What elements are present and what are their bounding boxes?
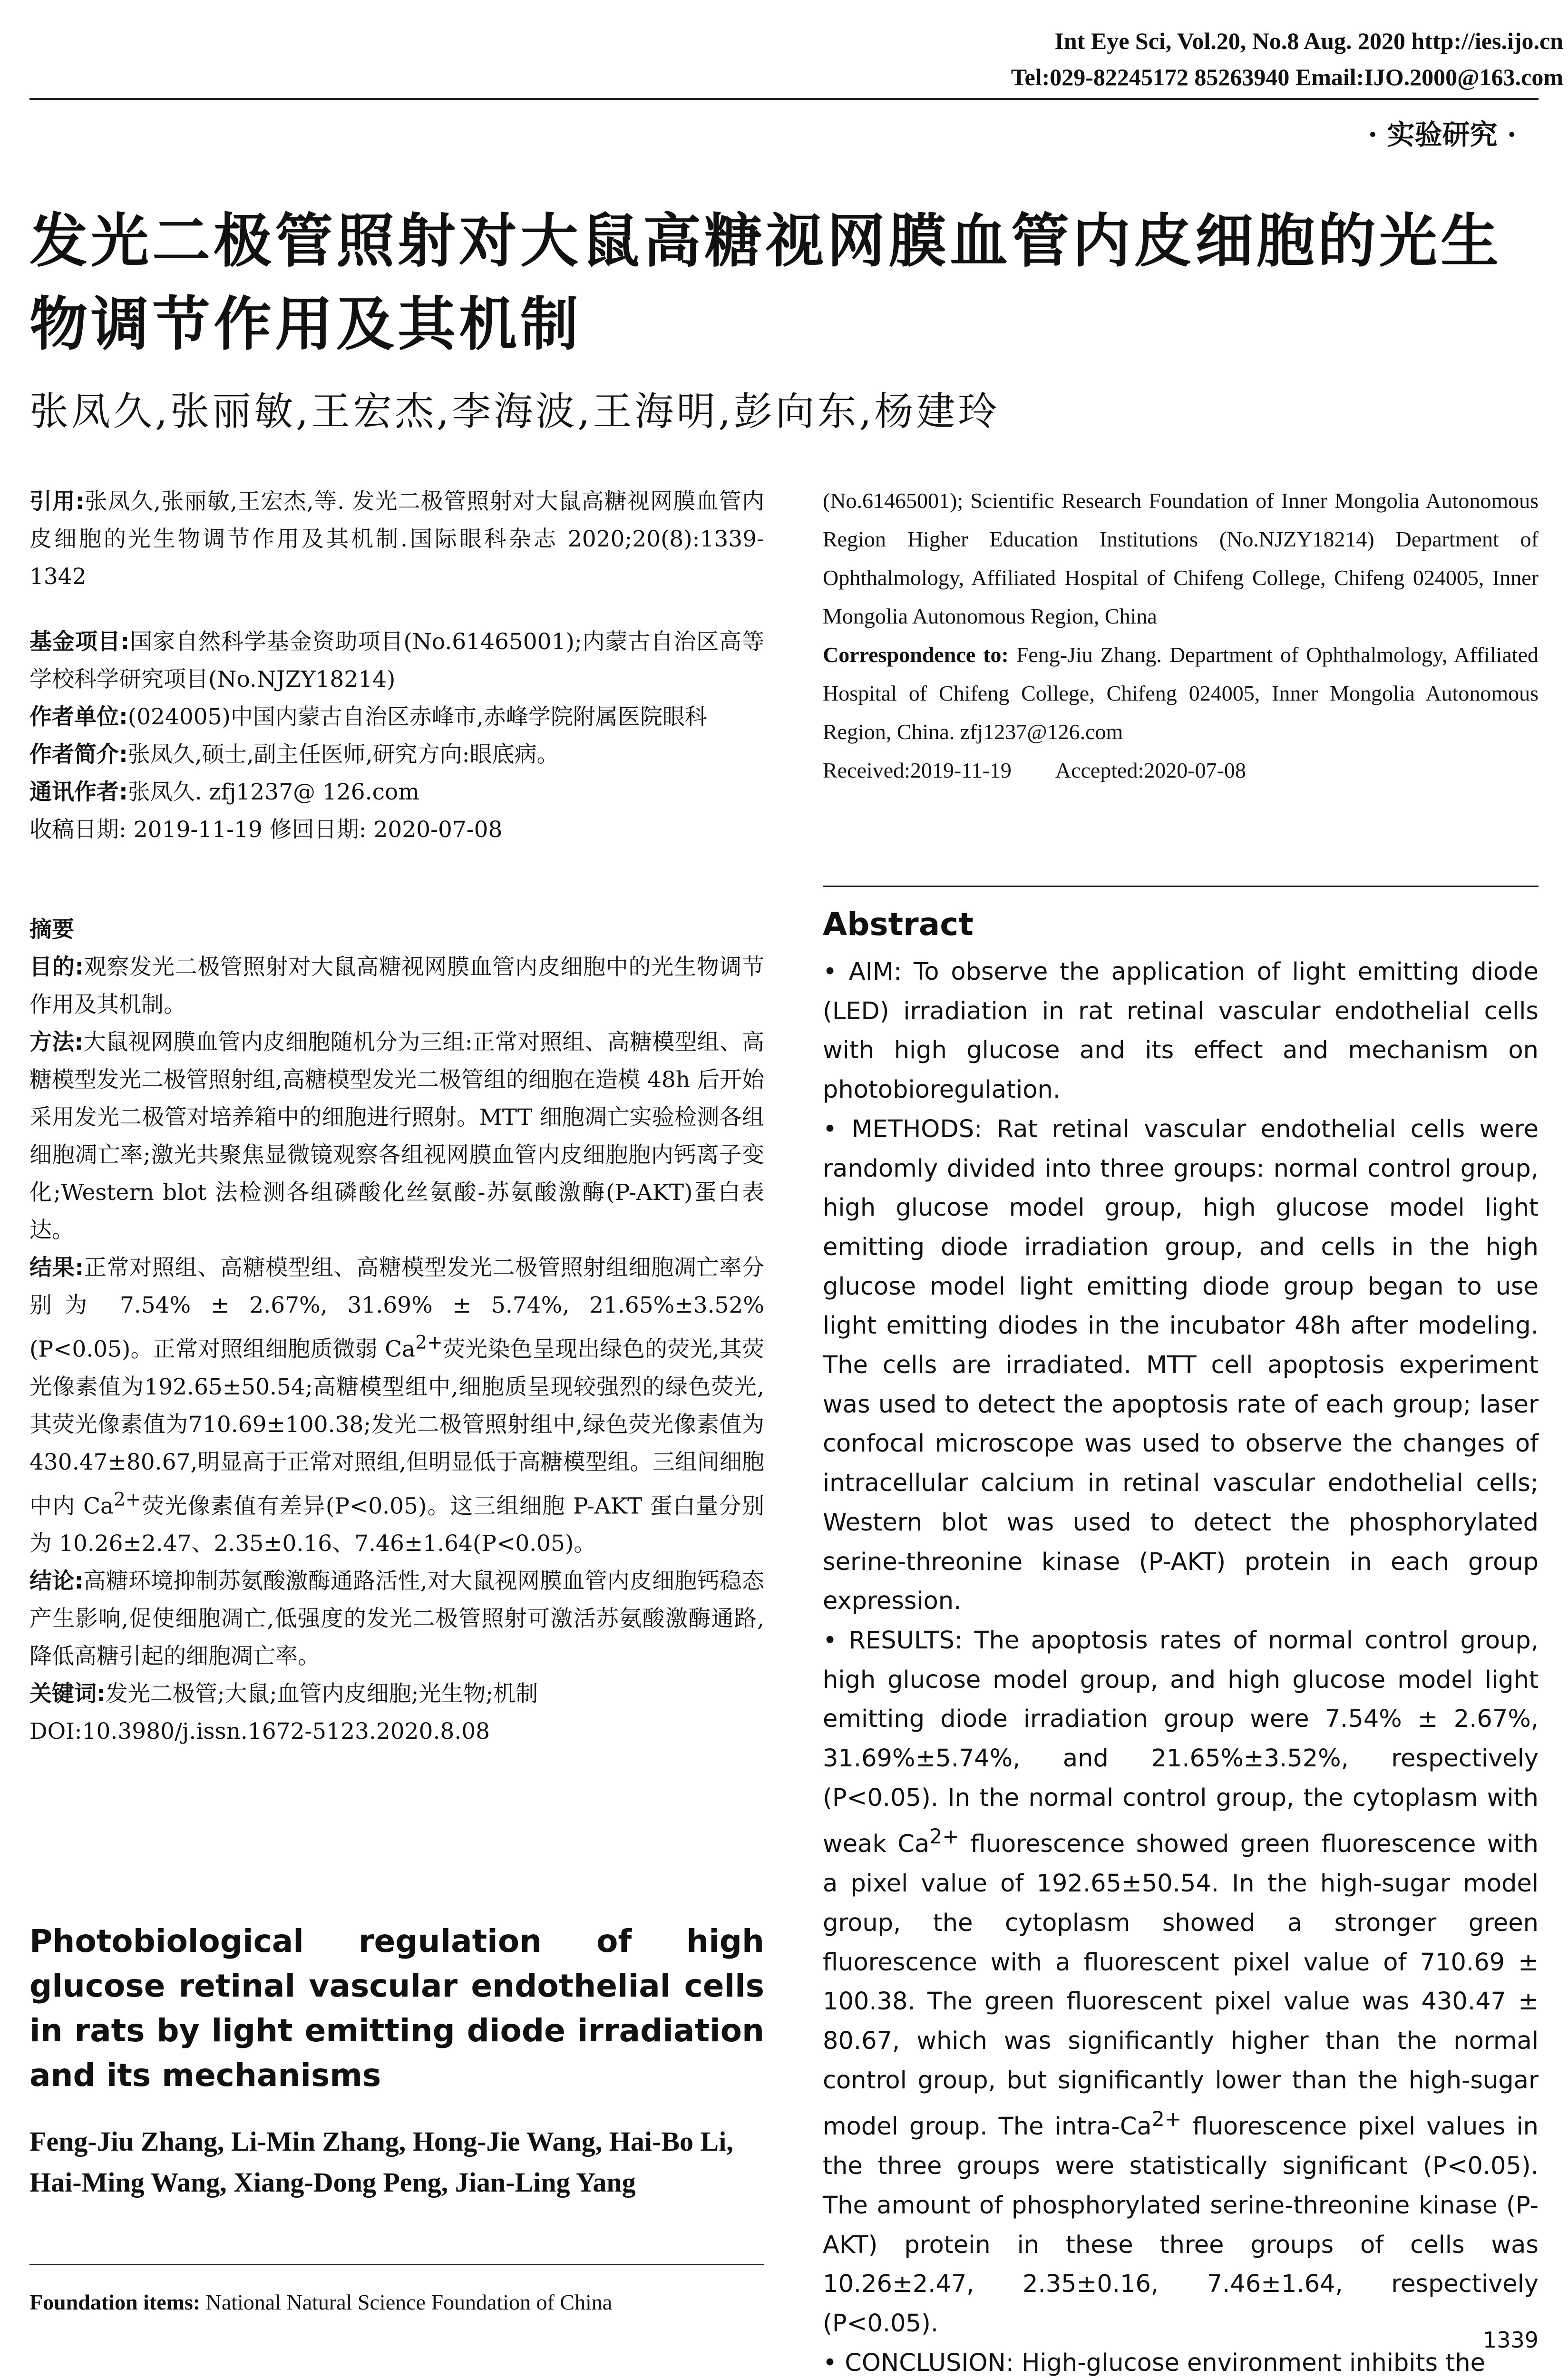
aim-cn-label: 目的: [29, 954, 84, 980]
foundation-text-left: National Natural Science Foundation of China [205, 2290, 613, 2314]
aim-en: To observe the application of light emitting diode (LED) irradiation in rat retinal vascular endothelial cells with high glucose and its effect and mechanism on photobioregulation. [823, 958, 1539, 1104]
header-rule [29, 98, 1539, 100]
conclusion-en-label: • CONCLUSION: [823, 2349, 1014, 2377]
affiliation-en: Department of Ophthalmology, Affiliated Hospital of Chifeng College, Chifeng 024005, Inner Mongolia Autonomous Region, China [823, 527, 1539, 628]
authors-cn: 张凤久,张丽敏,王宏杰,李海波,王海明,彭向东,杨建玲 [29, 389, 1000, 434]
corr-en-label: Correspondence to: [823, 643, 1009, 667]
conclusion-cn-label: 结论: [29, 1568, 84, 1595]
results-cn-label: 结果: [29, 1255, 84, 1281]
citation-label: 引用: [29, 488, 85, 515]
journal-header [850, 23, 1563, 95]
ca-superscript: 2+ [929, 1825, 959, 1849]
title-cn: 发光二极管照射对大鼠高糖视网膜血管内皮细胞的光生物调节作用及其机制 [29, 207, 1502, 358]
ca-superscript: 2+ [415, 1332, 443, 1354]
aim-cn: 观察发光二极管照射对大鼠高糖视网膜血管内皮细胞中的光生物调节作用及其机制。 [29, 954, 765, 1018]
received-date: Received:2019-11-19 [823, 758, 1012, 782]
corr-text: 张凤久. zfj1237@ 126.com [127, 779, 419, 805]
conclusion-cn: 高糖环境抑制苏氨酸激酶通路活性,对大鼠视网膜血管内皮细胞钙稳态产生影响,促使细胞凋亡,低强度的发光二极管照射可激活苏氨酸激酶通路,降低高糖引起的细胞凋亡率。 [29, 1568, 764, 1670]
results-en-c: fluorescence pixel values in the three groups were statistically significant (P<0.05). The amount of phosphorylated serine-threonine kinase (P-AKT) protein in these three groups of cells was 10.26±2.47, 2.35±0.16, 7.46±1.64, respectively (P<0.05). [823, 2113, 1539, 2338]
page-number: 1339 [1482, 2327, 1539, 2353]
keywords-cn-label: 关键词: [29, 1681, 106, 1707]
foundation-label: Foundation items: [29, 2290, 201, 2314]
citation-block [29, 483, 764, 595]
unit-label: 作者单位: [29, 704, 128, 730]
ca-superscript: 2+ [113, 1489, 141, 1511]
results-en-label: • RESULTS: [823, 1626, 963, 1655]
accepted-date: Accepted:2020-07-08 [1055, 758, 1246, 782]
journal-header-line2: Tel:029-82245172 85263940 Email:IJO.2000@163.com [1011, 64, 1563, 90]
title-en: Photobiological regulation of high glucose retinal vascular endothelial cells in rats by light emitting diode irradiation and its mechanisms [29, 1923, 764, 2094]
results-en-b: fluorescence showed green fluorescence with a pixel value of 192.65±50.54. In the high-sugar model group, the cytoplasm showed a stronger green fluorescence with a fluorescent pixel value of 710.69 ± 100.38. The green fluorescent pixel value was 430.47 ± 80.67, which was significantly higher than the normal control group, but significantly lower than the high-sugar model group. The intra-Ca [823, 1830, 1539, 2141]
conclusion-en: High-glucose environment inhibits the [1022, 2349, 1486, 2377]
methods-cn-label: 方法: [29, 1029, 84, 1055]
methods-cn: 大鼠视网膜血管内皮细胞随机分为三组:正常对照组、高糖模型组、高糖模型发光二极管照射组,高糖模型发光二极管组的细胞在造模 48h 后开始采用发光二极管对培养箱中的细胞进行照射。MTT 细胞凋亡实验检测各组细胞凋亡率;激光共聚焦显微镜观察各组视网膜血管内皮细胞胞内钙离子变化;Western blot 法检测各组磷酸化丝氨酸-苏氨酸激酶(P-AKT)蛋白表达。 [29, 1029, 764, 1243]
bio-text: 张凤久,硕士,副主任医师,研究方向:眼底病。 [127, 741, 559, 768]
results-cn-a: 正常对照组、高糖模型组、高糖模型发光二极管照射组细胞凋亡率分别为 7.54% ± 2.67%, 31.69% ± 5.74%, 21.65%±3.52%(P<0.05)。正常对照组细胞质微弱 Ca [29, 1255, 765, 1363]
keywords-cn: 发光二极管;大鼠;血管内皮细胞;光生物;机制 [105, 1681, 538, 1707]
abstract-en [823, 953, 1539, 2378]
abstract-cn [29, 911, 764, 1750]
foundation-left [29, 2283, 764, 2321]
section-tag: · 实验研究 · [1368, 118, 1517, 151]
footnote-rule [29, 2264, 764, 2265]
foundation-right [823, 481, 1539, 789]
corr-en-text: Feng-Jiu Zhang. Department of Ophthalmology, Affiliated Hospital of Chifeng College, Chifeng 024005, Inner Mongolia Autonomous Region, China. zfj1237@126.com [823, 643, 1539, 744]
bio-label: 作者简介: [29, 741, 128, 768]
methods-en: Rat retinal vascular endothelial cells were randomly divided into three groups: normal control group, high glucose model group, high glucose model light emitting diode irradiation group, and cells in the high glucose model light emitting diode group began to use light emitting diodes in the incubator 48h after modeling. The cells are irradiated. MTT cell apoptosis experiment was used to detect the apoptosis rate of each group; laser confocal microscope was used to observe the changes of intracellular calcium in retinal vascular endothelial cells; Western blot was used to detect the phosphorylated serine-threonine kinase (P-AKT) protein in each group expression. [823, 1115, 1539, 1616]
foundation-text-right: (No.61465001); Scientific Research Foundation of Inner Mongolia Autonomous Region Higher Education Institutions (No.NJZY18214) [823, 488, 1539, 551]
fund-label: 基金项目: [29, 629, 130, 655]
ca-superscript: 2+ [1151, 2108, 1182, 2132]
aim-en-label: • AIM: [823, 958, 902, 986]
authors-en: Feng-Jiu Zhang, Li-Min Zhang, Hong-Jie Wang, Hai-Bo Li, Hai-Ming Wang, Xiang-Dong Peng, Jian-Ling Yang [29, 2126, 733, 2198]
results-cn-b: 荧光染色呈现出绿色的荧光,其荧光像素值为192.65±50.54;高糖模型组中,细胞质呈现较强烈的绿色荧光,其荧光像素值为710.69±100.38;发光二极管照射组中,绿色荧光像素值为 430.47±80.67,明显高于正常对照组,但明显低于高糖模型组。三组间细胞中内 Ca [29, 1336, 764, 1520]
meta-cn-block [29, 623, 764, 848]
unit-text: (024005)中国内蒙古自治区赤峰市,赤峰学院附属医院眼科 [127, 704, 707, 730]
results-en-a: The apoptosis rates of normal control group, high glucose model group, and high glucose model light emitting diode irradiation group were 7.54% ± 2.67%, 31.69%±5.74%, and 21.65%±3.52%, respectively (P<0.05). In the normal control group, the cytoplasm with weak Ca [823, 1626, 1539, 1859]
journal-header-line1: Int Eye Sci, Vol.20, No.8 Aug. 2020 http://ies.ijo.cn [1054, 28, 1563, 54]
corr-label: 通讯作者: [29, 779, 128, 805]
abstract-en-heading: Abstract [823, 906, 974, 943]
results-cn-c: 荧光像素值有差异(P<0.05)。这三组细胞 P-AKT 蛋白量分别为 10.26±2.47、2.35±0.16、7.46±1.64(P<0.05)。 [29, 1493, 764, 1557]
abstract-rule [823, 886, 1539, 887]
abstract-cn-heading: 摘要 [29, 916, 74, 943]
dates-cn: 收稿日期: 2019-11-19 修回日期: 2020-07-08 [29, 817, 503, 843]
doi: DOI:10.3980/j.issn.1672-5123.2020.8.08 [29, 1718, 490, 1745]
fund-text: 国家自然科学基金资助项目(No.61465001);内蒙古自治区高等学校科学研究项目(No.NJZY18214) [29, 629, 765, 692]
citation-text: 张凤久,张丽敏,王宏杰,等. 发光二极管照射对大鼠高糖视网膜血管内皮细胞的光生物调节作用及其机制.国际眼科杂志 2020;20(8):1339-1342 [29, 488, 765, 590]
methods-en-label: • METHODS: [823, 1115, 983, 1143]
